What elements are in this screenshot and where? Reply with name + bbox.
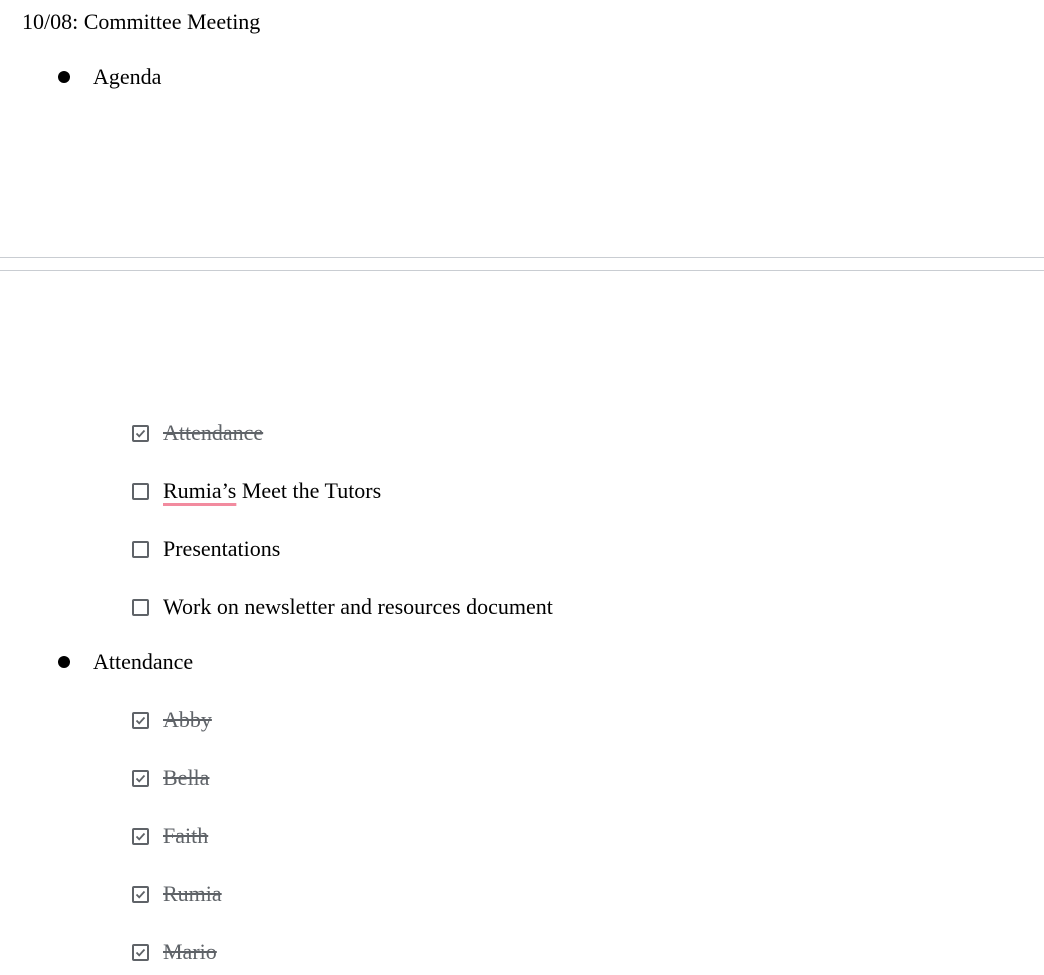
- bullet-item-attendance: [58, 648, 193, 676]
- checklist-item-attendance: [132, 419, 263, 447]
- checklist-label: Presentations: [163, 536, 281, 561]
- checklist-item-abby: [132, 706, 212, 734]
- page-break-bottom: [0, 270, 1044, 271]
- checkbox-checked-icon[interactable]: [132, 712, 149, 729]
- bullet-icon: [58, 656, 70, 668]
- checkbox-checked-icon[interactable]: [132, 944, 149, 961]
- checkbox-unchecked-icon[interactable]: [132, 483, 149, 500]
- checkbox-checked-icon[interactable]: [132, 770, 149, 787]
- checkbox-unchecked-icon[interactable]: [132, 541, 149, 558]
- bullet-icon: [58, 71, 70, 83]
- checklist-label-rest: Meet the Tutors: [236, 478, 382, 503]
- checklist-label: Faith: [163, 823, 209, 848]
- checklist-item-newsletter: [132, 593, 553, 621]
- checklist-item-presentations: [132, 535, 280, 563]
- checklist-item-meet-the-tutors: [132, 477, 381, 505]
- bullet-item-agenda: [58, 63, 161, 91]
- checkbox-checked-icon[interactable]: [132, 425, 149, 442]
- page-break-top: [0, 257, 1044, 258]
- checklist-label: Bella: [163, 765, 210, 790]
- checklist-label: Abby: [163, 707, 212, 732]
- bullet-label: Agenda: [93, 64, 162, 89]
- checklist-label: Rumia: [163, 881, 222, 906]
- checkbox-checked-icon[interactable]: [132, 828, 149, 845]
- checklist-item-mario: [132, 938, 217, 966]
- checklist-label: Mario: [163, 939, 217, 964]
- document-title: 10/08: Committee Meeting: [22, 9, 261, 34]
- spellcheck-flagged-word: Rumia’s: [163, 478, 237, 503]
- checklist-label: Work on newsletter and resources document: [163, 594, 553, 619]
- checklist-item-faith: [132, 822, 208, 850]
- checkbox-checked-icon[interactable]: [132, 886, 149, 903]
- checklist-item-rumia: [132, 880, 222, 908]
- checklist-label: [163, 478, 381, 504]
- checklist-label: Attendance: [163, 420, 264, 445]
- checkbox-unchecked-icon[interactable]: [132, 599, 149, 616]
- checklist-item-bella: [132, 764, 209, 792]
- bullet-label: Attendance: [93, 649, 194, 674]
